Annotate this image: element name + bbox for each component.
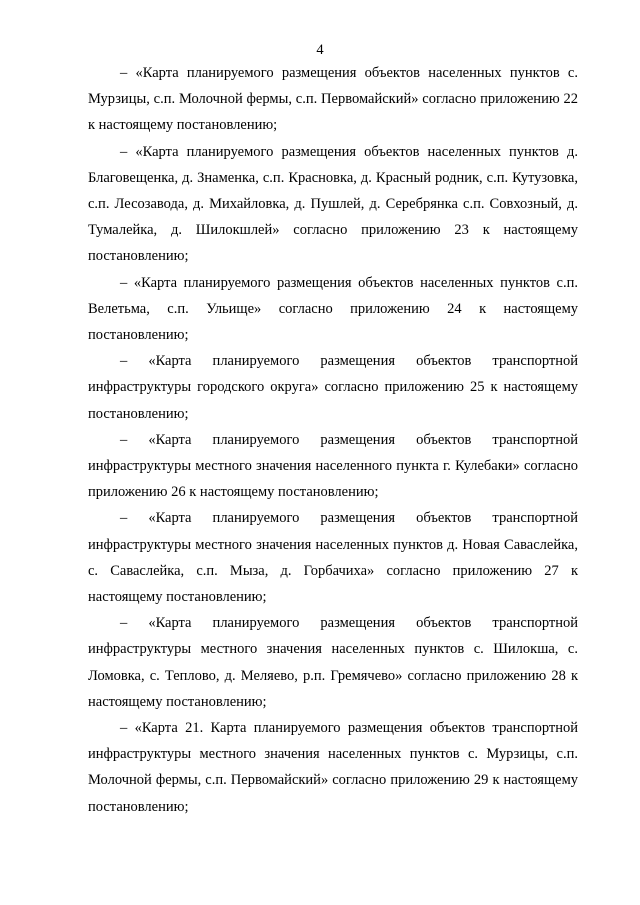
list-item: – «Карта планируемого размещения объектов транспортной инфраструктуры местного значения населенных пунктов д. Новая Саваслейка, с. Саваслейка, с.п. Мыза, д. Горбачиха» согласно приложению 27 к настоящему постановлению; xyxy=(88,510,578,606)
document-body xyxy=(88,60,578,820)
list-item: – «Карта планируемого размещения объектов транспортной инфраструктуры городского округа» согласно приложению 25 к настоящему постановлению; xyxy=(88,353,578,422)
page-number: 4 xyxy=(316,42,324,58)
list-item: – «Карта планируемого размещения объектов транспортной инфраструктуры местного значения населенного пункта г. Кулебаки» согласно приложению 26 к настоящему постановлению; xyxy=(88,431,578,501)
list-item: – «Карта 21. Карта планируемого размещения объектов транспортной инфраструктуры местного значения населенных пунктов с. Мурзицы, с.п. Молочной фермы, с.п. Первомайский» согласно приложению 29 к настоящему постановлению; xyxy=(88,720,578,815)
list-item: – «Карта планируемого размещения объектов транспортной инфраструктуры местного значения населенных пунктов с. Шилокша, с. Ломовка, с. Теплово, д. Меляево, р.п. Гремячево» согласно приложению 28 к настоящему постановлению; xyxy=(88,615,578,710)
list-item: – «Карта планируемого размещения объектов населенных пунктов с.п. Велетьма, с.п. Ульище» согласно приложению 24 к настоящему постановлению; xyxy=(88,274,578,344)
list-item: – «Карта планируемого размещения объектов населенных пунктов с. Мурзицы, с.п. Молочной фермы, с.п. Первомайский» согласно приложению 22 к настоящему постановлению; xyxy=(88,65,578,134)
list-item: – «Карта планируемого размещения объектов населенных пунктов д. Благовещенка, д. Знаменка, с.п. Красновка, д. Красный родник, с.п. Кутузовка, с.п. Лесозавода, д. Михайловка, д. Пушлей, д. Серебрянка с.п. Совхозный, д. Тумалейка, д. Шилокшлей» согласно приложению 23 к настоящему постановлению; xyxy=(88,143,578,265)
